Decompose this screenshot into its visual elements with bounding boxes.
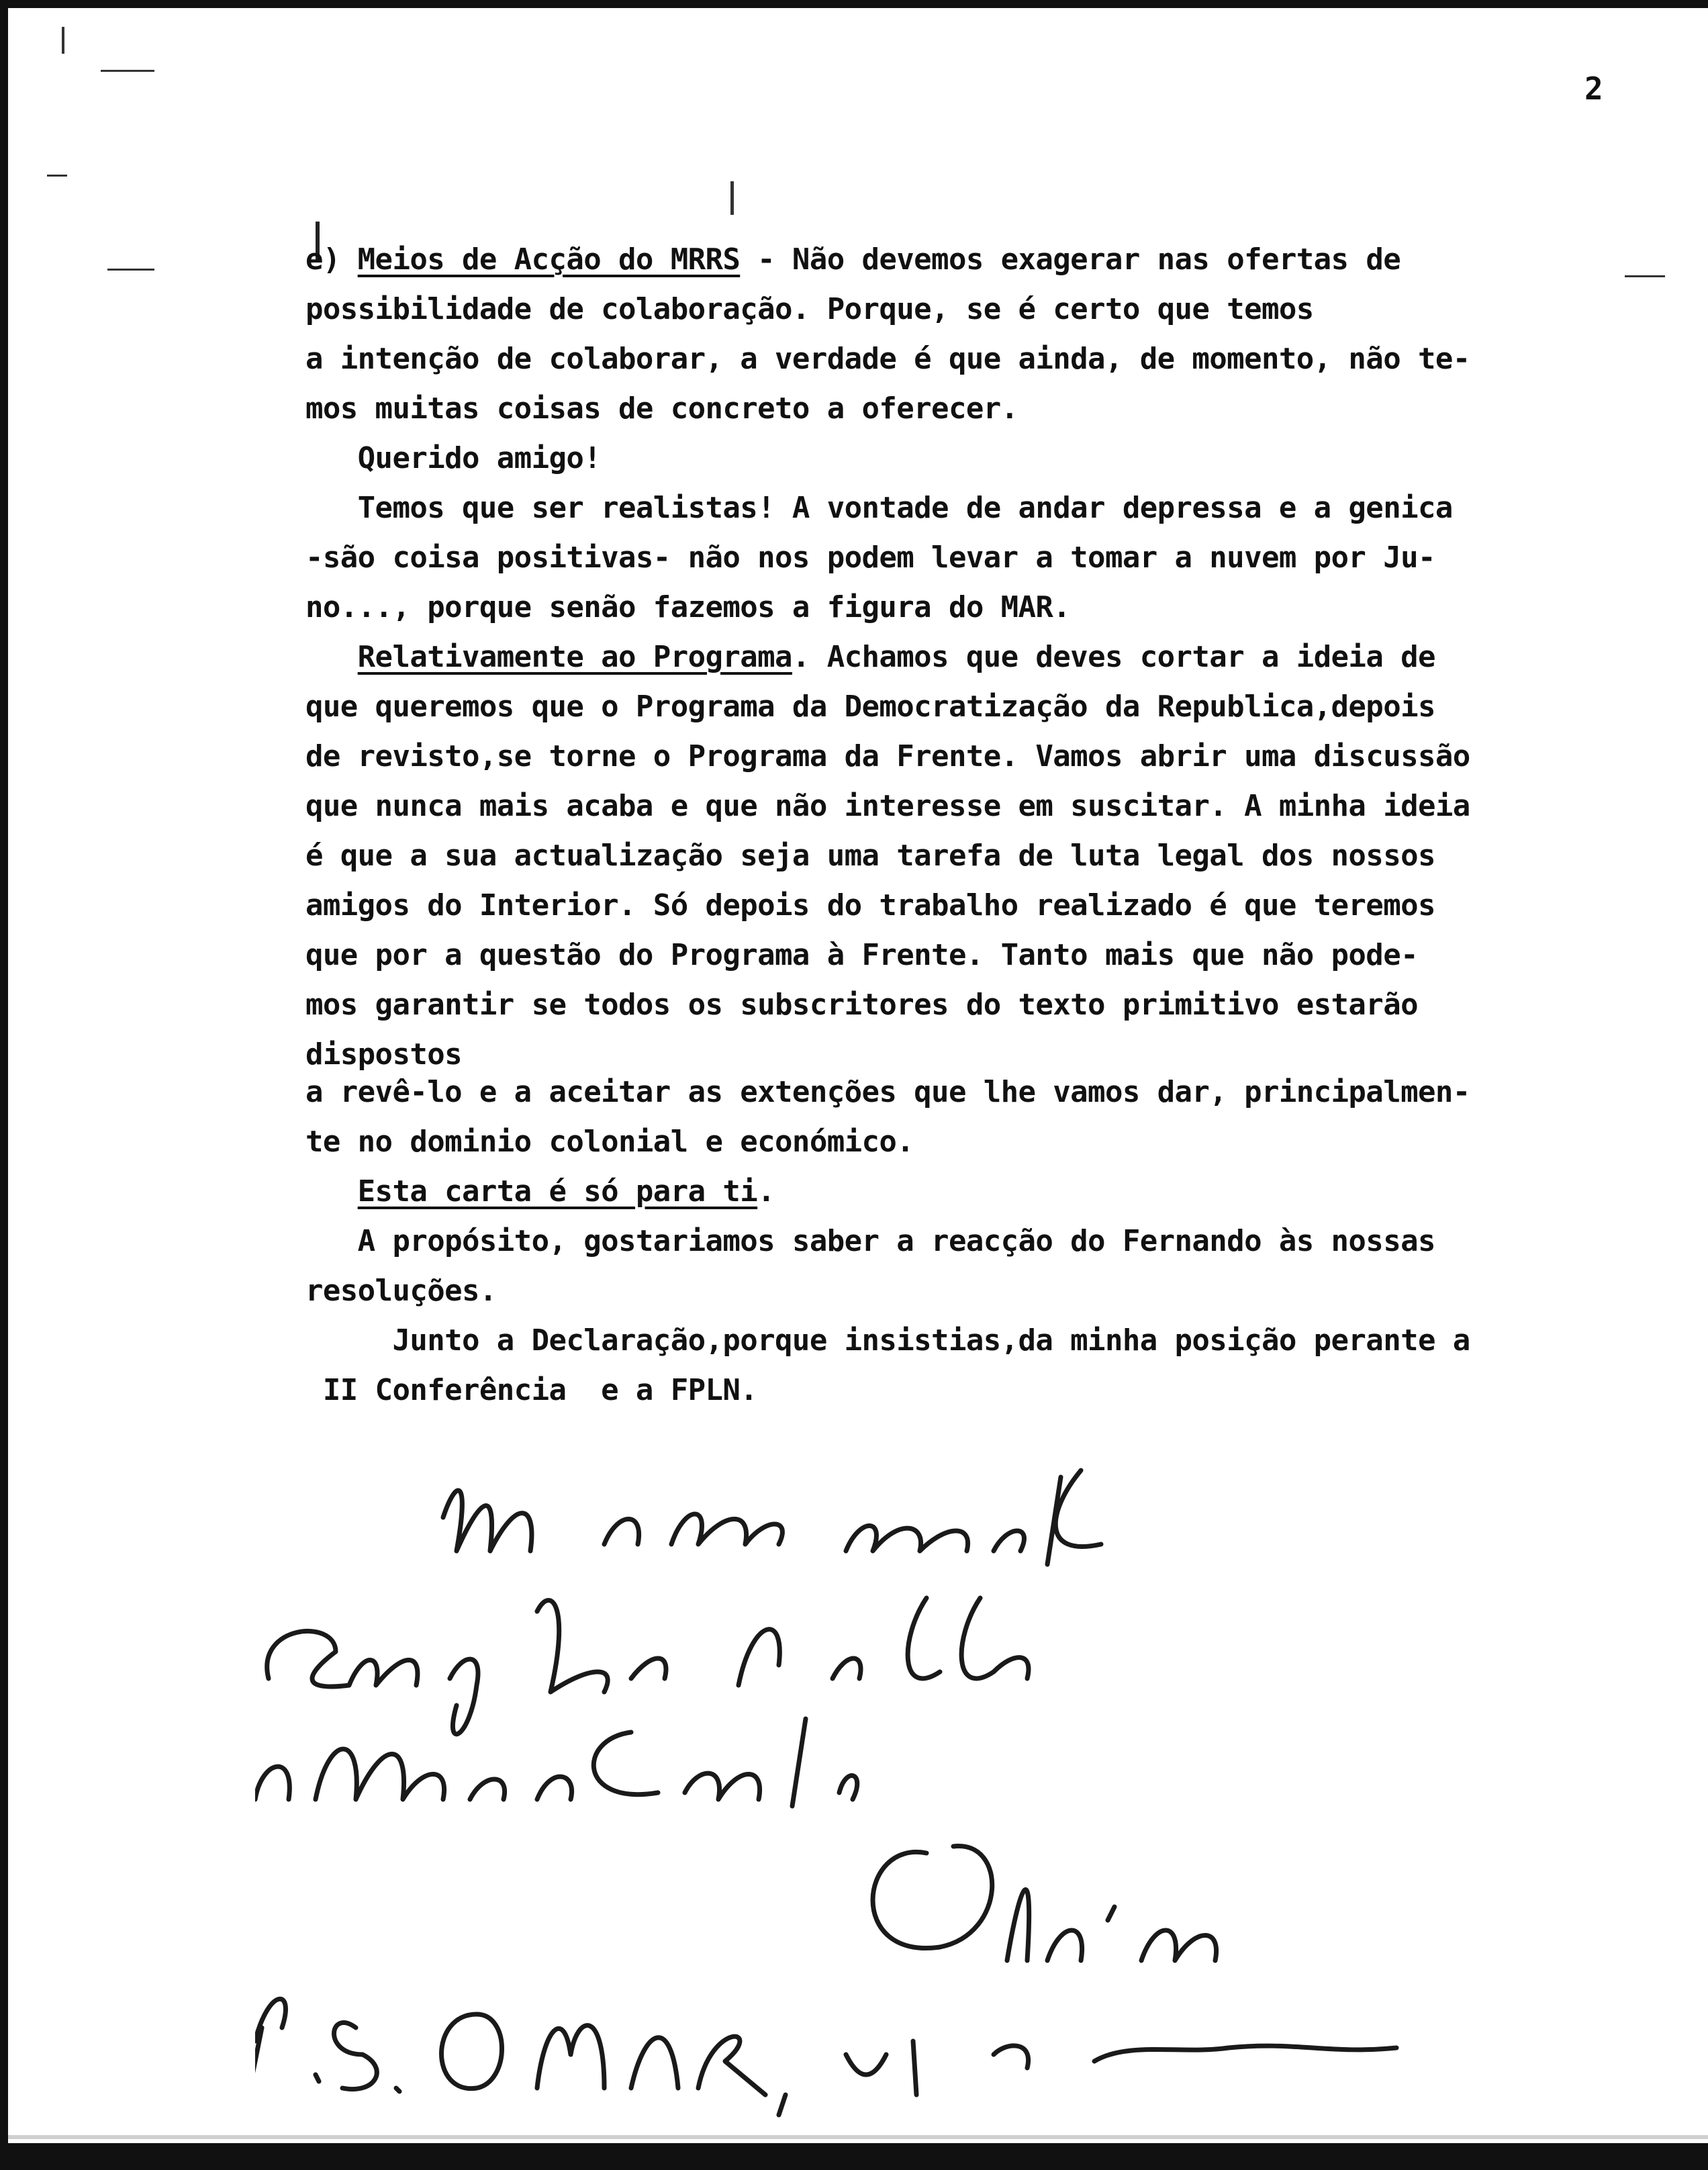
typed-text: A propósito, gostariamos saber a reacção do Fernando às nossas [305,1224,1435,1258]
typed-line [305,334,1678,384]
typed-text: dispostos [305,1037,463,1072]
typed-text: possibilidade de colaboração. Porque, se é certo que temos [305,292,1314,326]
typed-text: te no dominio colonial e económico. [305,1125,914,1159]
typed-line [305,632,1678,682]
typed-line [305,285,1678,334]
typed-text: e) [305,242,358,277]
scan-border-left [0,0,8,2170]
typed-text: II Conferência e a FPLN. [305,1373,758,1407]
typed-line [305,931,1678,980]
scan-mark [107,269,154,271]
typed-line [305,533,1678,583]
typed-text: a revê-lo e a aceitar as extenções que lhe vamos dar, principalmen- [305,1075,1470,1109]
typed-text: a intenção de colaborar, a verdade é que ainda, de momento, não te- [305,342,1470,376]
underlined-heading: Meios de Acção do MRRS [357,242,741,277]
typed-text: mos muitas coisas de concreto a oferecer. [305,391,1018,426]
scan-mark [47,175,67,177]
typed-line [305,235,1678,285]
typed-line [305,881,1678,931]
underlined-heading: Relativamente ao Programa [357,640,792,674]
typed-line [305,831,1678,881]
scan-mark [101,70,154,72]
typed-line [305,483,1678,533]
typed-text: amigos do Interior. Só depois do trabalho realizado é que teremos [305,888,1435,923]
page-number: 2 [1584,70,1603,107]
underlined-heading: Esta carta é só para ti [357,1174,758,1209]
scan-border-bottom [0,2143,1708,2170]
typed-text [305,1174,358,1209]
typed-text: no..., porque senão fazemos a figura do MAR. [305,590,1071,624]
typed-text: mos garantir se todos os subscritores do texto primitivo estarão [305,988,1418,1022]
typed-line [305,1266,1678,1316]
typed-line [305,384,1678,434]
typed-text: Temos que ser realistas! A vontade de andar depressa e a genica [305,491,1453,525]
scan-mark [730,181,734,215]
typed-line [305,732,1678,782]
typed-line [305,1366,1678,1415]
typed-line [305,1030,1678,1072]
typed-text: - Não devemos exagerar nas ofertas de [740,242,1401,277]
scan-border-top [0,0,1708,8]
typed-text: que por a questão do Programa à Frente. Tanto mais que não pode- [305,938,1418,972]
typed-text: Querido amigo! [305,441,602,475]
typed-text: é que a sua actualização seja uma tarefa de luta legal dos nossos [305,839,1435,873]
handwritten-closing [255,1450,1705,2142]
typed-text: . Achamos que deves cortar a ideia de [792,640,1435,674]
typed-text: Junto a Declaração,porque insistias,da minha posição perante a [305,1323,1470,1358]
typed-line [305,682,1678,732]
typed-line [305,1117,1678,1167]
typed-text: que queremos que o Programa da Democratização da Republica,depois [305,690,1435,724]
typed-text: de revisto,se torne o Programa da Frente. Vamos abrir uma discussão [305,739,1470,773]
typed-text [305,640,358,674]
scan-mark [62,27,64,54]
typed-line [305,583,1678,632]
typed-line [305,1068,1678,1117]
typed-line [305,434,1678,483]
typed-line [305,1217,1678,1266]
typed-text: que nunca mais acaba e que não interesse em suscitar. A minha ideia [305,789,1470,823]
typed-line [305,1316,1678,1366]
typed-text: -são coisa positivas- não nos podem levar a tomar a nuvem por Ju- [305,540,1435,575]
typed-line [305,980,1678,1030]
typed-line [305,1167,1678,1217]
typed-line [305,782,1678,831]
typed-body-text [305,235,1678,1415]
typed-text: . [757,1174,775,1209]
typed-text: resoluções. [305,1274,497,1308]
